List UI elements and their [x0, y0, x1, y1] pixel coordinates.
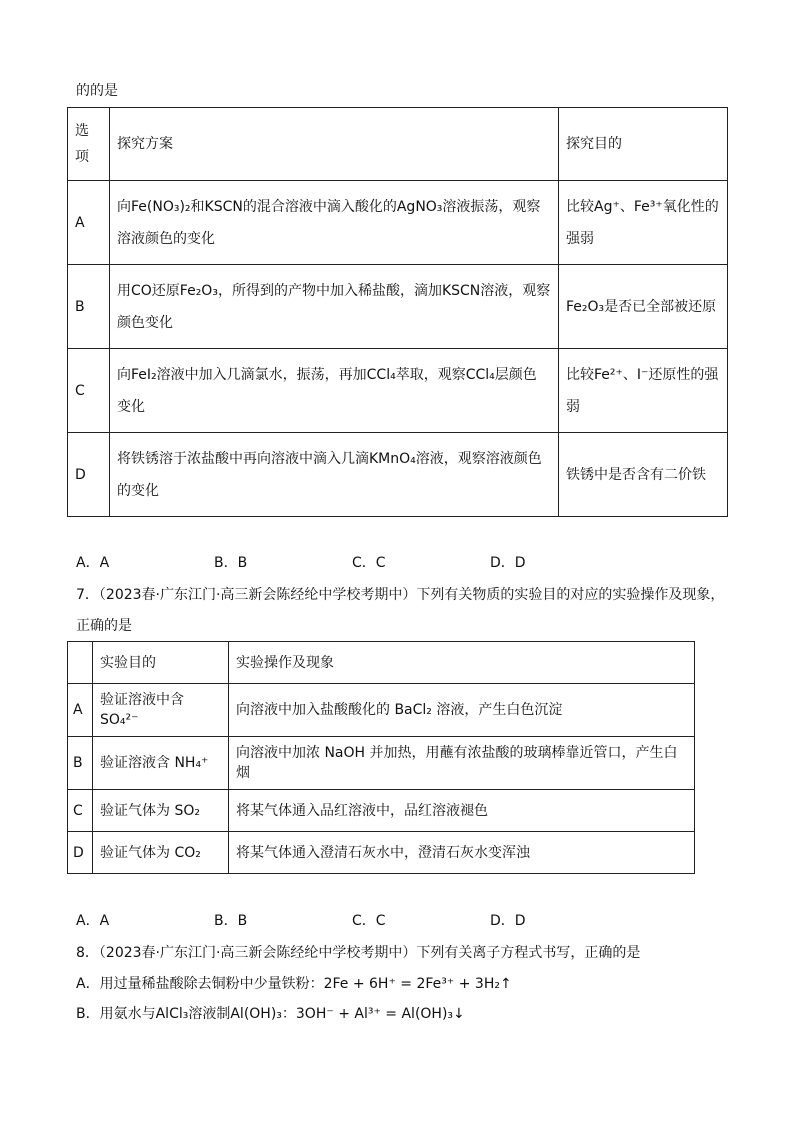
purpose-line: 强弱 — [566, 230, 594, 247]
header-purpose: 实验目的 — [93, 642, 229, 684]
plan-line: 向Fe(NO₃)₂和KSCN的混合溶液中滴入酸化的AgNO₃溶液振荡，观察 — [117, 198, 541, 215]
table-row — [68, 737, 695, 790]
question7-stem-line2: 正确的是 — [76, 618, 132, 634]
header-purpose: 探究目的 — [559, 108, 728, 181]
question7-stem-line1: 7．（2023春·广东江门·高三新会陈经纶中学校考期中）下列有关物质的实验目的对应的实验操作及现象， — [76, 587, 725, 603]
header-option-char: 项 — [75, 149, 89, 165]
plan-line: 将铁锈溶于浓盐酸中再向溶液中滴入几滴KMnO₄溶液，观察溶液颜色 — [117, 450, 542, 467]
question8-stem: 8．（2023春·广东江门·高三新会陈经纶中学校考期中）下列有关离子方程式书写，正确的是 — [76, 945, 641, 961]
row-option: C — [68, 790, 93, 832]
row-operation: 将某气体通入澄清石灰水中，澄清石灰水变浑浊 — [229, 832, 695, 874]
row-purpose — [559, 349, 728, 433]
row-purpose — [559, 433, 728, 517]
plan-line: 变化 — [117, 398, 145, 415]
purpose-line: 弱 — [566, 398, 580, 415]
choice-c[interactable]: C．C — [352, 913, 386, 929]
row-operation: 将某气体通入品红溶液中，品红溶液褪色 — [229, 790, 695, 832]
header-option-char: 选 — [75, 123, 89, 139]
row-plan — [110, 181, 559, 265]
row-option: A — [68, 684, 93, 737]
choice-a[interactable]: A．A — [76, 555, 110, 571]
plan-line: 用CO还原Fe₂O₃，所得到的产物中加入稀盐酸，滴加KSCN溶液，观察 — [117, 282, 551, 299]
plan-line: 颜色变化 — [117, 314, 173, 331]
table-header-row — [68, 108, 728, 181]
row-option: D — [68, 832, 93, 874]
purpose-line: Fe₂O₃是否已全部被还原 — [566, 298, 717, 315]
row-plan — [110, 433, 559, 517]
table-header-row — [68, 642, 695, 684]
purpose-line: 比较Ag⁺、Fe³⁺氧化性的 — [566, 198, 719, 215]
header-operation: 实验操作及现象 — [229, 642, 695, 684]
question7-choices — [76, 911, 628, 931]
plan-line: 溶液颜色的变化 — [117, 230, 215, 247]
row-operation: 向溶液中加浓 NaOH 并加热，用蘸有浓盐酸的玻璃棒靠近管口，产生白烟 — [229, 737, 695, 790]
row-option: B — [68, 737, 93, 790]
row-option: D — [68, 433, 110, 517]
choice-b[interactable]: B．B — [214, 555, 248, 571]
table-row — [68, 790, 695, 832]
row-option: C — [68, 349, 110, 433]
row-purpose: 验证气体为 SO₂ — [93, 790, 229, 832]
table-row — [68, 832, 695, 874]
question8-option-a[interactable]: A．用过量稀盐酸除去铜粉中少量铁粉：2Fe + 6H⁺ = 2Fe³⁺ + 3H₂↑ — [76, 976, 512, 992]
row-purpose — [559, 265, 728, 349]
question-intro-tail: 的的是 — [76, 83, 118, 99]
choice-b[interactable]: B．B — [214, 913, 248, 929]
row-purpose — [559, 181, 728, 265]
table-row — [68, 433, 728, 517]
choice-d[interactable]: D．D — [490, 913, 526, 929]
row-purpose: 验证气体为 CO₂ — [93, 832, 229, 874]
row-purpose: 验证溶液中含 SO₄²⁻ — [93, 684, 229, 737]
table-row — [68, 349, 728, 433]
choice-c[interactable]: C．C — [352, 555, 386, 571]
header-plan: 探究方案 — [110, 108, 559, 181]
purpose-line: 比较Fe²⁺、I⁻还原性的强 — [566, 366, 719, 383]
header-blank — [68, 642, 93, 684]
header-option — [68, 108, 110, 181]
question8-option-b[interactable]: B．用氨水与AlCl₃溶液制Al(OH)₃：3OH⁻ + Al³⁺ = Al(OH)₃↓ — [76, 1006, 465, 1022]
question6-table — [67, 107, 728, 517]
table-row — [68, 265, 728, 349]
table-row — [68, 684, 695, 737]
question6-choices — [76, 553, 628, 573]
row-option: B — [68, 265, 110, 349]
row-option: A — [68, 181, 110, 265]
row-operation: 向溶液中加入盐酸酸化的 BaCl₂ 溶液，产生白色沉淀 — [229, 684, 695, 737]
choice-d[interactable]: D．D — [490, 555, 526, 571]
row-purpose: 验证溶液含 NH₄⁺ — [93, 737, 229, 790]
choice-a[interactable]: A．A — [76, 913, 110, 929]
purpose-line: 铁锈中是否含有二价铁 — [566, 466, 706, 483]
plan-line: 向FeI₂溶液中加入几滴氯水，振荡，再加CCl₄萃取，观察CCl₄层颜色 — [117, 366, 537, 383]
row-plan — [110, 265, 559, 349]
question7-table — [67, 641, 695, 874]
plan-line: 的变化 — [117, 482, 159, 499]
table-row — [68, 181, 728, 265]
row-plan — [110, 349, 559, 433]
